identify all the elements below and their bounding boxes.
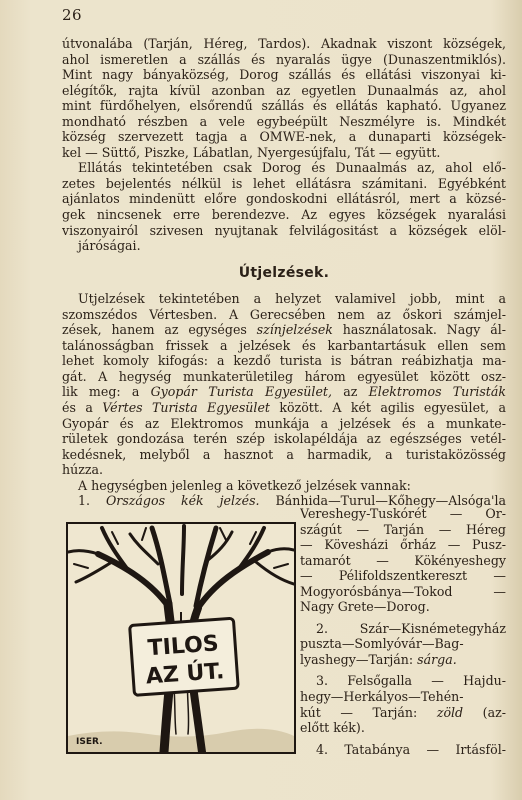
emphasis: Vértes Turista Egyesület [102, 400, 270, 416]
text-line: gát. A hegység munkaterületileg három egyesület között osz- [62, 368, 506, 384]
text-line: Gyopár és az Elektromos munkája a jelzések és a munkate- [62, 415, 506, 431]
text-line: rületek gondozása terén szép iskolapéldája az egészséges vetél- [62, 431, 506, 447]
text-line [62, 384, 506, 400]
text-line: szágút — Tarján — Héreg [300, 521, 506, 537]
text-line: viszonyairól szivesen nyujtanak felvilágositást a községek elöl- [62, 222, 506, 238]
text-line: tamarót — Kökényeshegy [300, 552, 506, 568]
route-item-3: 3. Felsőgalla — Hajdu- [316, 673, 506, 689]
paragraph-trail-marks [62, 291, 506, 478]
section-heading: Útjelzések. [238, 264, 330, 281]
text-line: talánosságban frissek a jelzések és karbantartásuk ellen sem [62, 337, 506, 353]
text-line: mondható részben a vele egybeépült Neszmélyre is. Mindkét [62, 113, 506, 129]
page-number: 26 [62, 6, 83, 24]
text-line [62, 322, 506, 338]
text-span: zések, hanem az egységes [62, 322, 257, 338]
text-span: között. A két agilis egyesület, a [269, 400, 506, 416]
text-span: használatosak. Nagy ál- [332, 322, 506, 338]
paragraph-accommodation [62, 36, 506, 160]
text-span: Bánhida—Turul—Kőhegy—Alsóga'la [275, 493, 506, 509]
illustration-no-entry-sign [66, 522, 296, 754]
sign-text-line-2: AZ ÚT. [145, 659, 226, 690]
emphasis: színjelzések [256, 322, 333, 338]
item-number: 1. [78, 493, 91, 509]
text-line [62, 400, 506, 416]
text-span: (az- [463, 704, 506, 720]
illustrator-signature: ISER. [76, 737, 103, 747]
main-text-column [62, 36, 506, 509]
emphasis: Elektromos Turisták [368, 384, 506, 400]
text-line [300, 705, 506, 721]
text-line: Utjelzések tekintetében a helyzet valamivel jobb, mint a [78, 291, 506, 307]
route-list-column [300, 506, 506, 757]
text-line: zetes bejelentés nélkül is lehet ellátásra számitani. Egyébként [62, 175, 506, 191]
text-span: az [331, 384, 369, 400]
text-span: lyashegy—Tarján: [300, 651, 418, 667]
route-color: sárga. [417, 651, 457, 667]
text-line: lehet komoly kifogás: a kezdő turista is bátran reábizhatja ma- [62, 353, 506, 369]
text-span: kút — Tarján: [300, 704, 437, 720]
text-line: hegy—Herkályos—Tehén- [300, 689, 464, 705]
text-line: ajánlatos mindenütt előre gondoskodni ellátásról, mert a közsé- [62, 191, 506, 207]
text-line [300, 652, 506, 668]
text-line: Mogyorósbánya—Tokod — [300, 583, 506, 599]
text-span: lik meg: a [62, 384, 151, 400]
text-line: előtt kék). [300, 720, 365, 736]
text-line: Mint nagy bányaközség, Dorog szállás és ellátási viszonyai ki- [62, 67, 506, 83]
text-line: község szervezett tagja a OMWE-nek, a dunaparti községek- [62, 129, 506, 145]
text-line: — Pélifoldszentkereszt — [300, 568, 506, 584]
route-item-2: 2. Szár—Kisnémetegyház [316, 620, 506, 636]
text-line: gek nincsenek erre berendezve. Az egyes községek nyaralási [62, 207, 506, 223]
text-span: és a [62, 400, 103, 416]
text-line: járóságai. [78, 238, 141, 254]
text-line: kel — Süttő, Piszke, Lábatlan, Nyergesújfalu, Tát — együtt. [62, 144, 441, 160]
text-line: Ellátás tekintetében csak Dorog és Dunaalmás az, ahol elő- [78, 160, 506, 176]
text-line: szomszédos Vértesben. A Gerecsében nem az őskori számjel- [62, 306, 506, 322]
route-item-4: 4. Tatabánya — Irtásföl- [316, 741, 506, 757]
text-line: puszta—Somlyóvár—Bag- [300, 636, 464, 652]
text-line: Nagy Grete—Dorog. [300, 599, 430, 615]
paragraph-catering [62, 160, 506, 253]
text-line: — Kövesházi őrház — Pusz- [300, 537, 506, 553]
text-line: mint fürdőhelyen, elsőrendű szállás és ellátás kapható. Ugyanez [62, 98, 506, 114]
text-line: útvonalába (Tarján, Héreg, Tardos). Akadnak viszont községek, [62, 36, 506, 51]
route-color: zöld [436, 704, 464, 720]
text-line: kedésnek, melyből a hasznot a harmadik, a turistaközösség [62, 446, 506, 462]
text-line: elégítők, rajta kívül azonban az egyetlen Dunaalmás az, ahol [62, 82, 506, 98]
text-line: Vereshegy-Tuskórét — Or- [300, 506, 506, 521]
text-line: húzza. [62, 462, 104, 478]
tree-sign-drawing [68, 524, 294, 752]
text-line: A hegységben jelenleg a következő jelzések vannak: [78, 477, 411, 493]
emphasis: Gyopár Turista Egyesület, [150, 384, 332, 400]
sign-text-line-1: TILOS [146, 631, 220, 662]
text-line: ahol ismeretlen a szállás és nyaralás ügye (Dunaszentmiklós). [62, 51, 506, 67]
route-name: Országos kék jelzés. [105, 493, 260, 509]
